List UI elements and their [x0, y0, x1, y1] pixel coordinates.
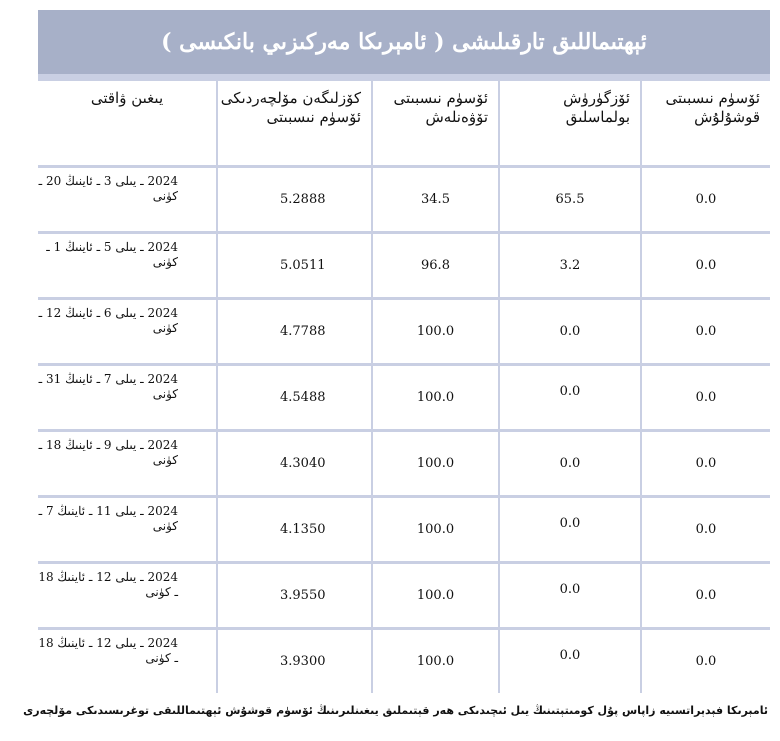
cell-cut: 100.0	[371, 432, 498, 495]
cell-hold: 0.0	[498, 564, 640, 627]
cell-raise: 0.0	[640, 300, 770, 363]
cell-cut: 100.0	[371, 630, 498, 693]
cell-hold: 65.5	[498, 168, 640, 231]
table-row	[38, 432, 770, 495]
header-hold: ئۆزگۈرۈش بولماسلىق	[498, 81, 640, 165]
header-cut: ئۆسۈم نىسبىتى تۆۋەنلەش	[371, 81, 498, 165]
cell-cut: 100.0	[371, 366, 498, 429]
cell-date: 2024 ـ يىلى 7 ـ ئاينىڭ 31 ـ كۈنى	[38, 366, 216, 429]
cell-raise: 0.0	[640, 630, 770, 693]
header-meeting-date: يىغىن ۋاقتى	[38, 81, 216, 165]
cell-raise: 0.0	[640, 498, 770, 561]
cell-cut: 96.8	[371, 234, 498, 297]
probability-table-panel	[38, 10, 770, 690]
header-raise: ئۆسۈم نىسبىتى قوشۇلۇش	[640, 81, 770, 165]
table-row	[38, 366, 770, 429]
cell-date: 2024 ـ يىلى 3 ـ ئاينىڭ 20 ـ كۈنى	[38, 168, 216, 231]
cell-cut: 100.0	[371, 564, 498, 627]
cell-expected: 4.5488	[216, 366, 371, 429]
cell-expected: 4.7788	[216, 300, 371, 363]
cell-date: 2024 ـ يىلى 6 ـ ئاينىڭ 12 ـ كۈنى	[38, 300, 216, 363]
table-title: ئېھتىماللىق تارقىلىشى ( ئامېرىكا مەركىزىي بانكىسى )	[38, 10, 770, 74]
cell-cut: 100.0	[371, 300, 498, 363]
source-footnote: ئامېرىكا فېدېراتسىيە زاپاس پۇل كومىتېتىنىڭ يىل ئىچىدىكى ھەر قېتىملىق يىغىنلىرىنىڭ ئۆسۈم قوشۇش ئېھتىماللىقى توغرىسىدىكى مۆلچەرى	[23, 704, 768, 717]
table-row	[38, 564, 770, 627]
cell-hold: 0.0	[498, 498, 640, 561]
table-row	[38, 300, 770, 363]
cell-raise: 0.0	[640, 234, 770, 297]
table-row	[38, 234, 770, 297]
cell-expected: 4.1350	[216, 498, 371, 561]
cell-date: 2024 ـ يىلى 5 ـ ئاينىڭ 1 ـ كۈنى	[38, 234, 216, 297]
header-expected-rate: كۆزلىگەن مۆلچەردىكى ئۆسۈم نىسبىتى	[216, 81, 371, 165]
cell-hold: 3.2	[498, 234, 640, 297]
table-row	[38, 630, 770, 693]
cell-raise: 0.0	[640, 168, 770, 231]
cell-date: 2024 ـ يىلى 9 ـ ئاينىڭ 18 ـ كۈنى	[38, 432, 216, 495]
cell-expected: 3.9550	[216, 564, 371, 627]
cell-expected: 5.0511	[216, 234, 371, 297]
cell-cut: 100.0	[371, 498, 498, 561]
cell-hold: 0.0	[498, 432, 640, 495]
cell-raise: 0.0	[640, 366, 770, 429]
cell-cut: 34.5	[371, 168, 498, 231]
cell-hold: 0.0	[498, 630, 640, 693]
cell-expected: 4.3040	[216, 432, 371, 495]
table-row	[38, 168, 770, 231]
cell-date: 2024 ـ يىلى 12 ـ ئاينىڭ 18 ـ كۈنى	[38, 564, 216, 627]
cell-date: 2024 ـ يىلى 12 ـ ئاينىڭ 18 ـ كۈنى	[38, 630, 216, 693]
cell-raise: 0.0	[640, 432, 770, 495]
table-row	[38, 498, 770, 561]
cell-expected: 3.9300	[216, 630, 371, 693]
cell-expected: 5.2888	[216, 168, 371, 231]
cell-hold: 0.0	[498, 366, 640, 429]
probability-table	[38, 78, 770, 696]
header-row	[38, 81, 770, 165]
cell-hold: 0.0	[498, 300, 640, 363]
cell-date: 2024 ـ يىلى 11 ـ ئاينىڭ 7 ـ كۈنى	[38, 498, 216, 561]
cell-raise: 0.0	[640, 564, 770, 627]
